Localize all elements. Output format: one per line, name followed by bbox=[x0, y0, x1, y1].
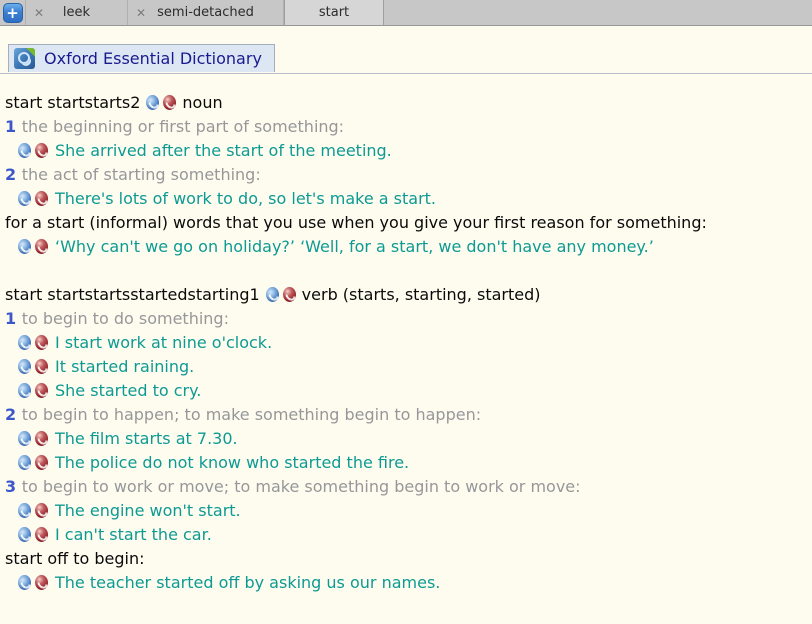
audio-icons bbox=[18, 455, 48, 470]
audio-uk-icon[interactable] bbox=[18, 503, 31, 518]
sense-number: 1 bbox=[5, 309, 22, 328]
audio-icons bbox=[18, 239, 48, 254]
plus-icon: + bbox=[3, 3, 23, 23]
audio-us-icon[interactable] bbox=[35, 359, 48, 374]
audio-icons bbox=[18, 527, 48, 542]
example-line bbox=[5, 235, 807, 259]
audio-icons bbox=[18, 143, 48, 158]
audio-uk-icon[interactable] bbox=[18, 335, 31, 350]
example-line bbox=[5, 379, 807, 403]
sense-definition: to begin to work or move; to make something begin to work or move: bbox=[21, 477, 581, 496]
audio-icons bbox=[18, 503, 48, 518]
audio-uk-icon[interactable] bbox=[18, 431, 31, 446]
audio-uk-icon[interactable] bbox=[18, 455, 31, 470]
audio-us-icon[interactable] bbox=[283, 287, 296, 302]
dictionary-header[interactable] bbox=[8, 44, 275, 72]
example-line bbox=[5, 355, 807, 379]
audio-icons bbox=[18, 383, 48, 398]
audio-us-icon[interactable] bbox=[163, 95, 176, 110]
dictionary-title: Oxford Essential Dictionary bbox=[44, 49, 262, 68]
example-text: She arrived after the start of the meeting. bbox=[55, 141, 392, 160]
audio-icons bbox=[18, 359, 48, 374]
sense-line bbox=[5, 475, 807, 499]
example-text: She started to cry. bbox=[55, 381, 202, 400]
audio-uk-icon[interactable] bbox=[18, 575, 31, 590]
headword-text: start startstartsstartedstarting1 bbox=[5, 285, 260, 304]
audio-us-icon[interactable] bbox=[35, 335, 48, 350]
headword-line bbox=[5, 91, 807, 115]
audio-uk-icon[interactable] bbox=[18, 239, 31, 254]
tab-start[interactable] bbox=[284, 0, 384, 25]
audio-uk-icon[interactable] bbox=[18, 383, 31, 398]
sense-line bbox=[5, 163, 807, 187]
audio-uk-icon[interactable] bbox=[18, 359, 31, 374]
gap-line bbox=[5, 259, 807, 283]
idiom-line bbox=[5, 547, 807, 571]
example-line bbox=[5, 139, 807, 163]
sense-number: 1 bbox=[5, 117, 22, 136]
audio-icons bbox=[18, 431, 48, 446]
example-text: I can't start the car. bbox=[55, 525, 212, 544]
sense-definition: the act of starting something: bbox=[21, 165, 261, 184]
audio-us-icon[interactable] bbox=[35, 455, 48, 470]
audio-icons bbox=[146, 95, 176, 110]
part-of-speech: noun bbox=[182, 93, 223, 112]
tab-semi-detached[interactable] bbox=[128, 0, 284, 25]
sense-definition: to begin to do something: bbox=[21, 309, 229, 328]
sense-number: 2 bbox=[5, 165, 22, 184]
dictionary-logo-icon bbox=[14, 48, 35, 69]
audio-icons bbox=[18, 335, 48, 350]
tab-leek[interactable] bbox=[25, 0, 128, 25]
tab-label: start bbox=[318, 5, 350, 20]
example-text: The engine won't start. bbox=[55, 501, 241, 520]
close-icon[interactable]: ✕ bbox=[34, 5, 45, 20]
sense-line bbox=[5, 307, 807, 331]
example-line bbox=[5, 187, 807, 211]
example-line bbox=[5, 523, 807, 547]
audio-us-icon[interactable] bbox=[35, 527, 48, 542]
audio-us-icon[interactable] bbox=[35, 503, 48, 518]
headword-line bbox=[5, 283, 807, 307]
definition-area bbox=[0, 74, 812, 595]
audio-icons bbox=[18, 575, 48, 590]
example-line bbox=[5, 331, 807, 355]
headword-text: start startstarts2 bbox=[5, 93, 141, 112]
audio-icons bbox=[18, 191, 48, 206]
audio-us-icon[interactable] bbox=[35, 239, 48, 254]
audio-us-icon[interactable] bbox=[35, 431, 48, 446]
audio-uk-icon[interactable] bbox=[18, 191, 31, 206]
dictionary-header-row bbox=[0, 44, 812, 74]
tab-label: semi-detached bbox=[157, 5, 254, 20]
example-line bbox=[5, 571, 807, 595]
audio-uk-icon[interactable] bbox=[146, 95, 159, 110]
sense-line bbox=[5, 403, 807, 427]
sense-definition: the beginning or first part of something: bbox=[21, 117, 345, 136]
example-text: The film starts at 7.30. bbox=[55, 429, 238, 448]
example-text: It started raining. bbox=[55, 357, 195, 376]
idiom-text: for a start (informal) words that you use when you give your first reason for something: bbox=[5, 213, 707, 232]
example-text: The police do not know who started the fire. bbox=[55, 453, 410, 472]
audio-us-icon[interactable] bbox=[35, 383, 48, 398]
audio-us-icon[interactable] bbox=[35, 191, 48, 206]
audio-icons bbox=[266, 287, 296, 302]
audio-uk-icon[interactable] bbox=[18, 527, 31, 542]
example-line bbox=[5, 499, 807, 523]
audio-us-icon[interactable] bbox=[35, 143, 48, 158]
sense-number: 3 bbox=[5, 477, 22, 496]
example-text: ‘Why can't we go on holiday?’ ‘Well, for a start, we don't have any money.’ bbox=[55, 237, 654, 256]
example-text: There's lots of work to do, so let's make a start. bbox=[55, 189, 437, 208]
example-text: I start work at nine o'clock. bbox=[55, 333, 273, 352]
tab-label: leek bbox=[62, 5, 91, 20]
new-tab-button[interactable] bbox=[0, 0, 25, 25]
example-line bbox=[5, 451, 807, 475]
audio-uk-icon[interactable] bbox=[18, 143, 31, 158]
part-of-speech: verb (starts, starting, started) bbox=[301, 285, 541, 304]
sense-definition: to begin to happen; to make something begin to happen: bbox=[21, 405, 482, 424]
example-line bbox=[5, 427, 807, 451]
idiom-line bbox=[5, 211, 807, 235]
sense-line bbox=[5, 115, 807, 139]
example-text: The teacher started off by asking us our names. bbox=[55, 573, 441, 592]
audio-us-icon[interactable] bbox=[35, 575, 48, 590]
close-icon[interactable]: ✕ bbox=[136, 5, 147, 20]
sense-number: 2 bbox=[5, 405, 22, 424]
idiom-text: start off to begin: bbox=[5, 549, 145, 568]
audio-uk-icon[interactable] bbox=[266, 287, 279, 302]
tab-bar bbox=[0, 0, 812, 26]
